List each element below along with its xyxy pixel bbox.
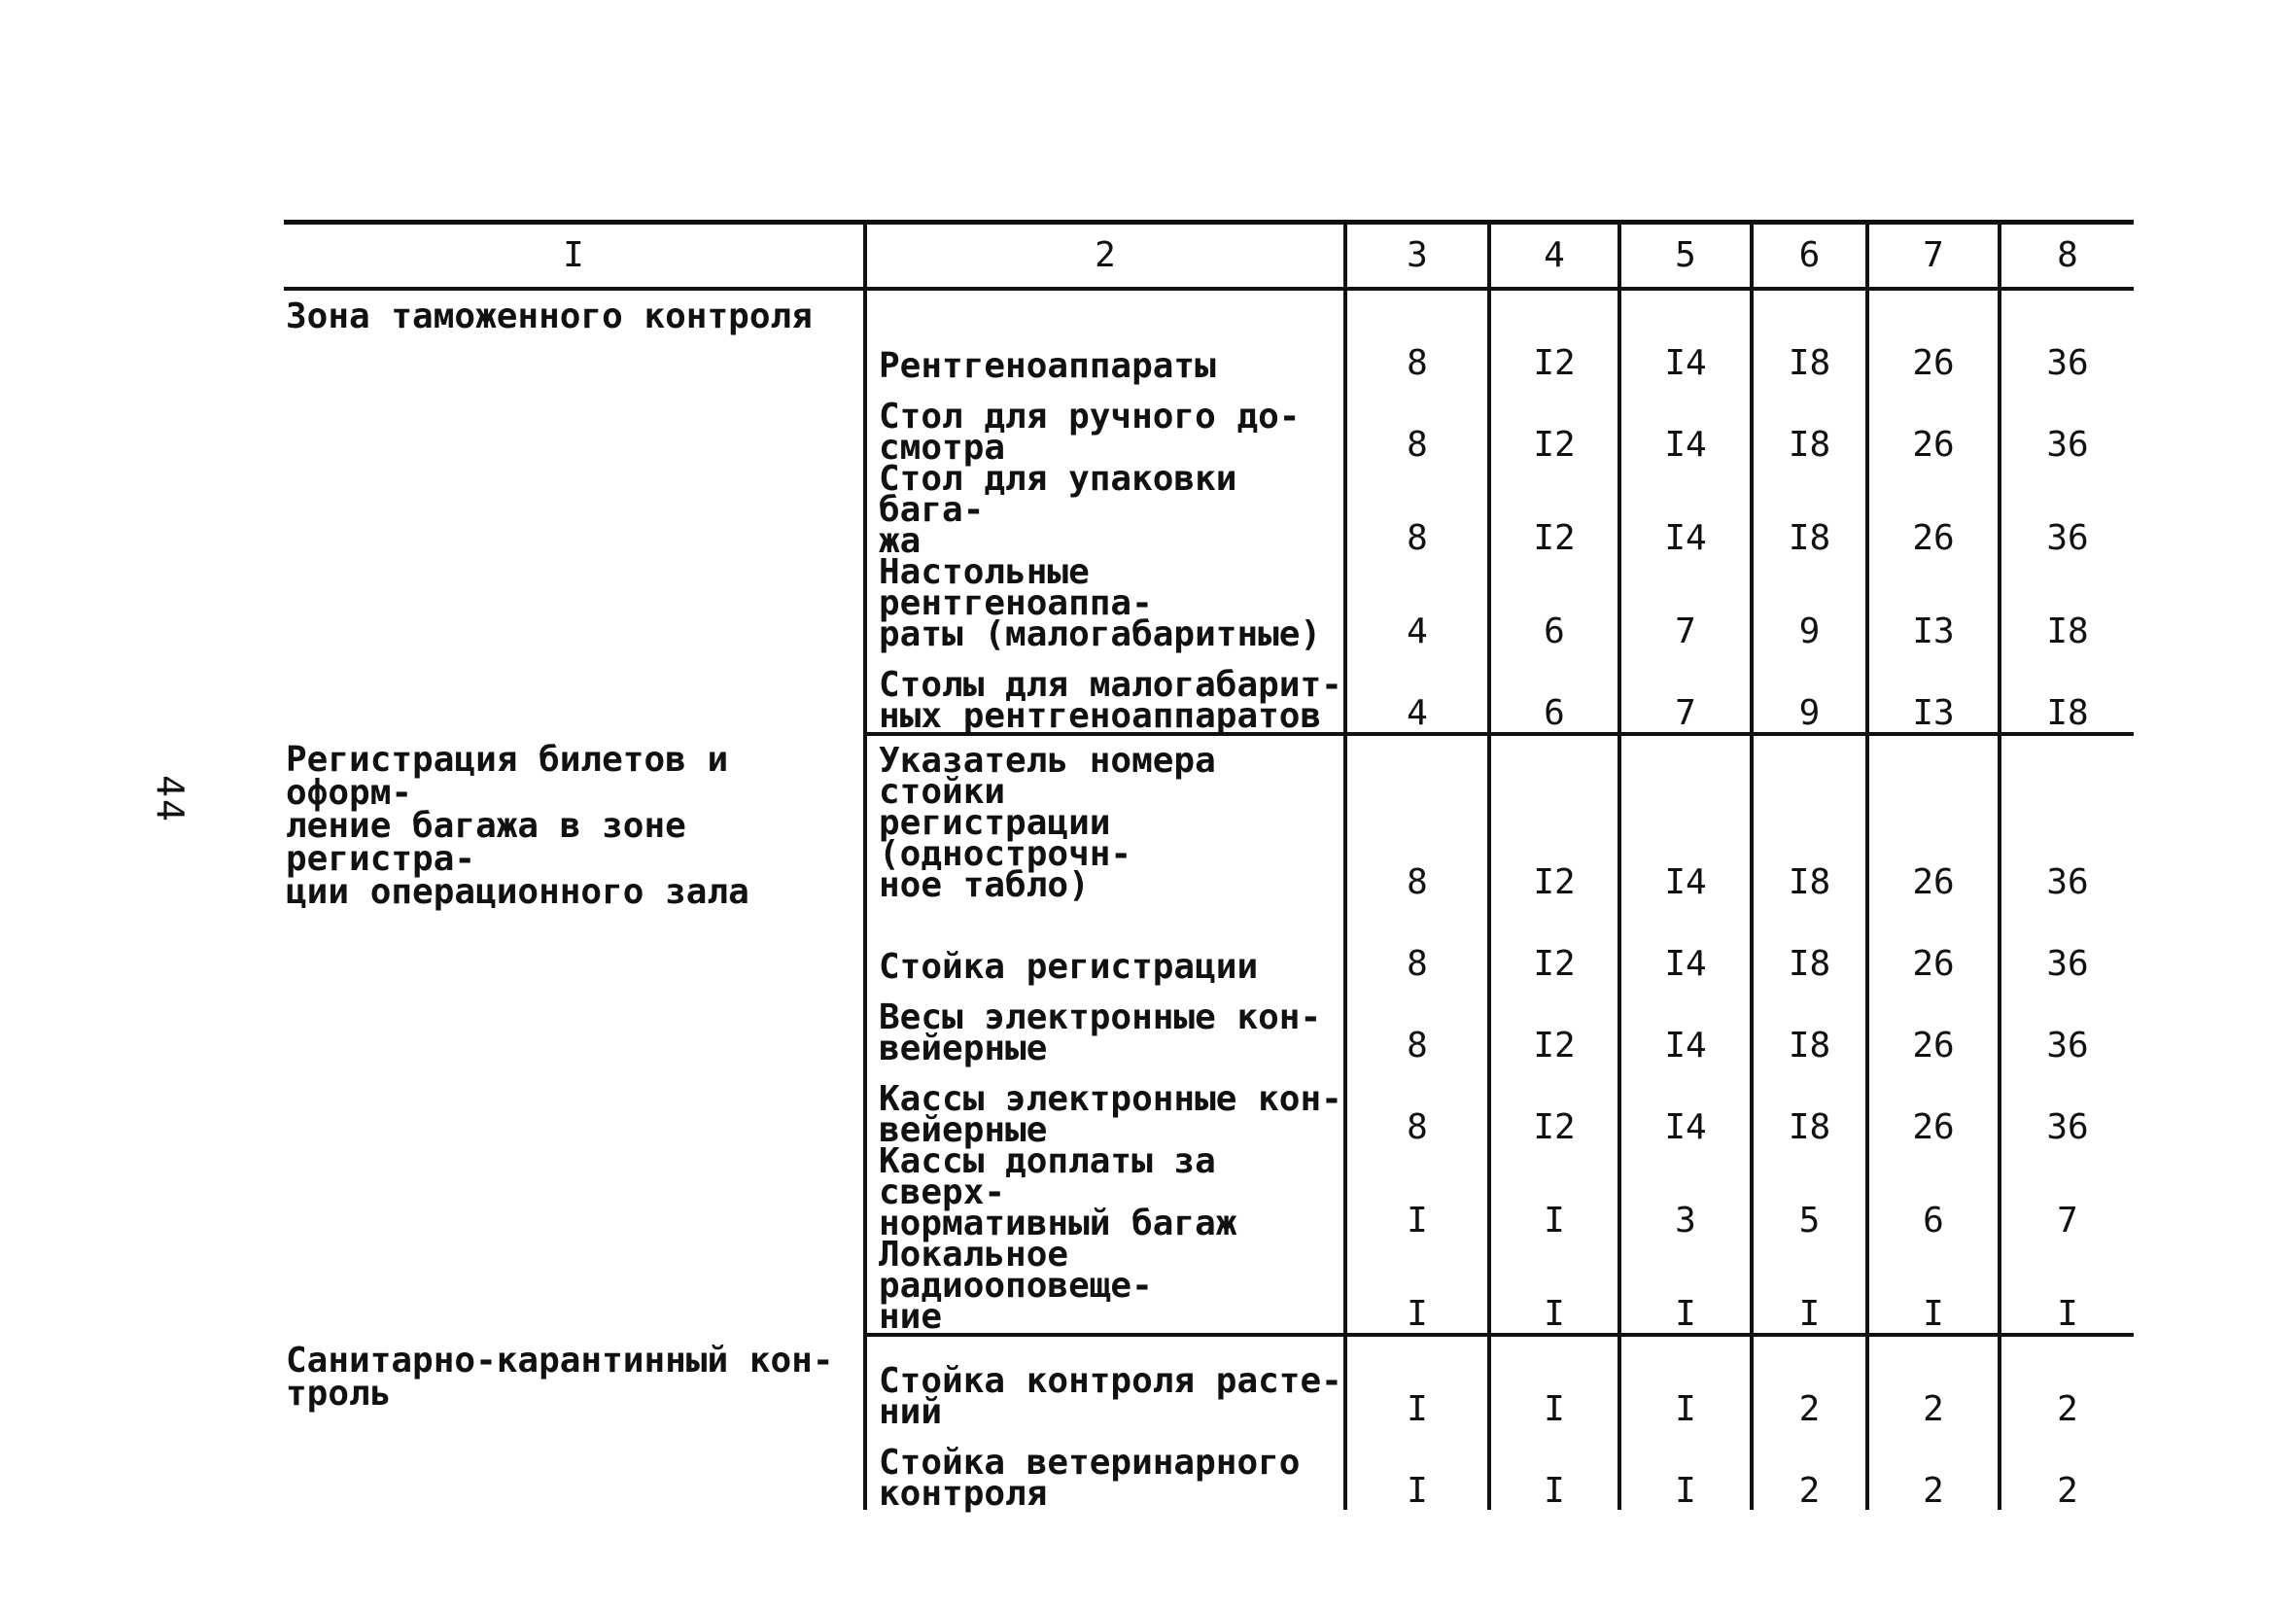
value-cell: I <box>1752 1240 1867 1335</box>
value-cell: 36 <box>2000 901 2134 983</box>
value-cell: I4 <box>1619 901 1752 983</box>
value-cell: 26 <box>1867 289 2000 382</box>
value-cell: 2 <box>1752 1335 1867 1428</box>
value-cell: 26 <box>1867 983 2000 1065</box>
value-cell: 7 <box>1619 650 1752 734</box>
item-name: Весы электронные кон- вейерные <box>865 983 1345 1065</box>
value-cell: 8 <box>1345 1065 1489 1146</box>
value-cell: I2 <box>1489 1065 1619 1146</box>
item-name: Стол для ручного до- смотра <box>865 382 1345 464</box>
value-cell: I2 <box>1489 901 1619 983</box>
item-name: Указатель номера стойки регистрации (однострочн- ное табло) <box>865 734 1345 901</box>
value-cell: 8 <box>1345 382 1489 464</box>
value-cell: 5 <box>1752 1146 1867 1240</box>
value-cell: 3 <box>1619 1146 1752 1240</box>
equipment-table <box>284 220 2134 1514</box>
column-header: 2 <box>865 223 1345 290</box>
value-cell: I4 <box>1619 382 1752 464</box>
column-header: I <box>284 223 865 290</box>
value-cell: I <box>1619 1428 1752 1510</box>
value-cell: 36 <box>2000 1065 2134 1146</box>
table-row <box>284 1335 2134 1428</box>
value-cell: 9 <box>1752 557 1867 650</box>
header-row <box>284 223 2134 290</box>
value-cell: I <box>1345 1428 1489 1510</box>
section-name: Санитарно-карантинный кон- троль <box>286 1341 834 1414</box>
value-cell: 2 <box>1752 1428 1867 1510</box>
value-cell: 6 <box>1489 557 1619 650</box>
column-header: 4 <box>1489 223 1619 290</box>
value-cell: 36 <box>2000 983 2134 1065</box>
value-cell: I8 <box>1752 734 1867 901</box>
item-name: Рентгеноаппараты <box>865 289 1345 382</box>
value-cell: I4 <box>1619 464 1752 557</box>
value-cell: I2 <box>1489 983 1619 1065</box>
section-name: Зона таможенного контроля <box>286 297 813 336</box>
value-cell: 2 <box>2000 1428 2134 1510</box>
value-cell: I2 <box>1489 464 1619 557</box>
item-name: Кассы доплаты за сверх- нормативный багаж <box>865 1146 1345 1240</box>
value-cell: 2 <box>1867 1428 2000 1510</box>
value-cell: I8 <box>1752 901 1867 983</box>
value-cell: I8 <box>1752 464 1867 557</box>
value-cell: I <box>2000 1240 2134 1335</box>
table-body <box>284 289 2134 1514</box>
value-cell: 4 <box>1345 557 1489 650</box>
value-cell: I <box>1619 1335 1752 1428</box>
item-name: Кассы электронные кон- вейерные <box>865 1065 1345 1146</box>
value-cell: I2 <box>1489 734 1619 901</box>
value-cell: I4 <box>1619 1065 1752 1146</box>
value-cell: I4 <box>1619 734 1752 901</box>
value-cell: 8 <box>1345 289 1489 382</box>
table-row <box>284 734 2134 901</box>
value-cell: 7 <box>2000 1146 2134 1240</box>
value-cell: I8 <box>1752 983 1867 1065</box>
column-header: 6 <box>1752 223 1867 290</box>
value-cell: 26 <box>1867 1065 2000 1146</box>
value-cell: 7 <box>1619 557 1752 650</box>
item-name: Столы для малогабарит- ных рентгеноаппаратов <box>865 650 1345 734</box>
value-cell: I8 <box>1752 289 1867 382</box>
value-cell: I <box>1489 1240 1619 1335</box>
value-cell: I <box>1489 1335 1619 1428</box>
value-cell: 36 <box>2000 289 2134 382</box>
value-cell: 8 <box>1345 983 1489 1065</box>
item-name: Стойка регистрации <box>865 901 1345 983</box>
value-cell: 2 <box>1867 1335 2000 1428</box>
page-number: 44 <box>148 775 191 823</box>
value-cell: I <box>1345 1240 1489 1335</box>
value-cell: 8 <box>1345 464 1489 557</box>
value-cell: 36 <box>2000 734 2134 901</box>
value-cell: I2 <box>1489 289 1619 382</box>
value-cell: I8 <box>1752 382 1867 464</box>
value-cell: I4 <box>1619 289 1752 382</box>
column-header: 3 <box>1345 223 1489 290</box>
item-name: Стойка контроля расте- ний <box>865 1335 1345 1428</box>
item-name: Стойка ветеринарного контроля <box>865 1428 1345 1510</box>
value-cell: I8 <box>1752 1065 1867 1146</box>
value-cell: 26 <box>1867 901 2000 983</box>
value-cell: 9 <box>1752 650 1867 734</box>
column-header: 8 <box>2000 223 2134 290</box>
item-name: Стол для упаковки бага- жа <box>865 464 1345 557</box>
value-cell: I8 <box>2000 650 2134 734</box>
value-cell: I <box>1867 1240 2000 1335</box>
value-cell: 36 <box>2000 382 2134 464</box>
value-cell: I3 <box>1867 557 2000 650</box>
value-cell: I4 <box>1619 983 1752 1065</box>
value-cell: 6 <box>1867 1146 2000 1240</box>
value-cell: I3 <box>1867 650 2000 734</box>
value-cell: I <box>1619 1240 1752 1335</box>
value-cell: 8 <box>1345 901 1489 983</box>
value-cell: I <box>1489 1146 1619 1240</box>
value-cell: 26 <box>1867 382 2000 464</box>
value-cell: 6 <box>1489 650 1619 734</box>
value-cell: 26 <box>1867 464 2000 557</box>
value-cell: 8 <box>1345 734 1489 901</box>
value-cell: I <box>1489 1428 1619 1510</box>
value-cell: I <box>1345 1146 1489 1240</box>
table-row <box>284 289 2134 382</box>
item-name: Локальное радиооповеще- ние <box>865 1240 1345 1335</box>
value-cell: I <box>1345 1335 1489 1428</box>
item-name: Настольные рентгеноаппа- раты (малогабаритные) <box>865 557 1345 650</box>
column-header: 5 <box>1619 223 1752 290</box>
value-cell: 36 <box>2000 464 2134 557</box>
value-cell: 4 <box>1345 650 1489 734</box>
value-cell: I2 <box>1489 382 1619 464</box>
value-cell: 26 <box>1867 734 2000 901</box>
section-name: Регистрация билетов и оформ- ление багажа в зоне регистра- ции операционного зала <box>286 740 749 912</box>
column-header: 7 <box>1867 223 2000 290</box>
value-cell: 2 <box>2000 1335 2134 1428</box>
value-cell: I8 <box>2000 557 2134 650</box>
